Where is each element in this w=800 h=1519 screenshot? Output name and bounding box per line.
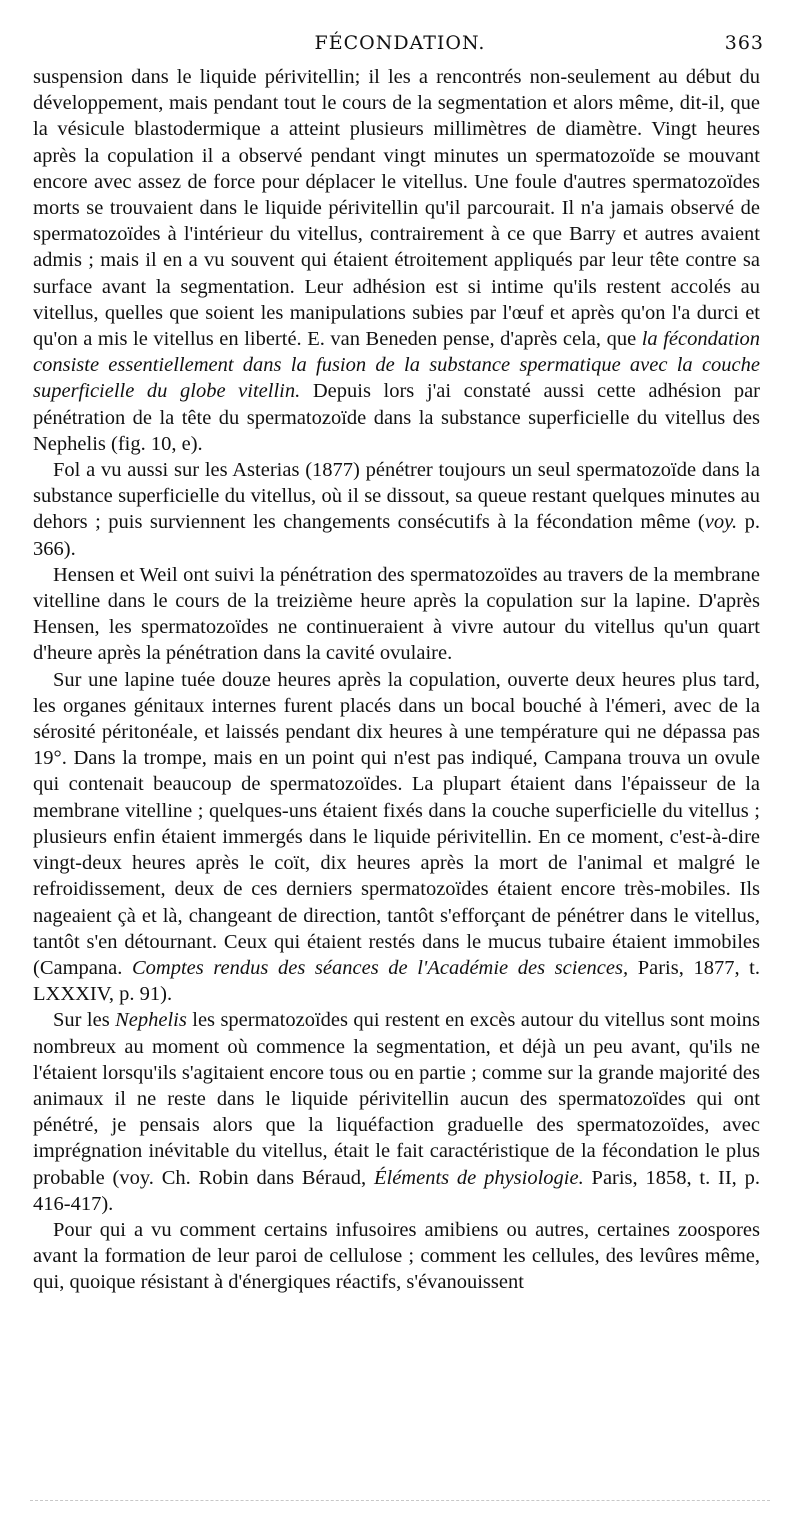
page-body bbox=[33, 64, 760, 1296]
paragraph-4 bbox=[33, 667, 760, 1008]
paragraph-2-text: Fol a vu aussi sur les Asterias (1877) pénétrer toujours un seul spermatozoïde dans la substance superficielle du vitellus, où il se dissout, sa queue restant quelques minutes au dehors ; puis surviennent les changements consécutifs à la fécondation même ( bbox=[33, 459, 760, 534]
paragraph-6 bbox=[33, 1217, 760, 1296]
paragraph-2-text-end: p. 366). bbox=[33, 511, 760, 560]
running-header bbox=[32, 32, 768, 60]
paragraph-6-text: Pour qui a vu comment certains infusoires amibiens ou autres, certaines zoospores avant la formation de leur paroi de cellulose ; comment les cellules, des levûres même, qui, quoique résistant à d'énergiques réactifs, s'évanouissent bbox=[33, 1218, 760, 1294]
page-bottom-rule bbox=[30, 1494, 770, 1501]
page-number: 363 bbox=[724, 32, 764, 54]
paragraph-1-text-end: Depuis lors j'ai constaté aussi cette adhésion par pénétration de la tête du spermatozoïde dans la substance superficielle du vitellus des Nephelis (fig. 10, e). bbox=[33, 380, 760, 455]
paragraph-5-emphasis-2: Éléments de physiologie. bbox=[373, 1166, 584, 1189]
paragraph-5-emphasis: Nephelis bbox=[115, 1009, 187, 1032]
paragraph-1 bbox=[33, 64, 760, 457]
paragraph-1-emphasis: la fécondation consiste essentiellement dans la fusion de la substance spermatique avec la couche superficielle du globe vitellin. bbox=[33, 328, 761, 403]
paragraph-5-text-end: Paris, 1858, t. II, p. 416-417). bbox=[33, 1166, 760, 1215]
paragraph-5 bbox=[33, 1007, 760, 1217]
paragraph-1-text: suspension dans le liquide périvitellin; il les a rencontrés non-seulement au début du développement, mais pendant tout le cours de la segmentation et alors même, dit-il, que la vésicule blastodermique a atteint plusieurs millimètres de diamètre. Vingt heures après la copulation il a observé pendant vingt minutes un spermatozoïde se mouvant encore avec assez de force pour déplacer le vitellus. Une foule d'autres spermatozoïdes morts se trouvaient dans le liquide périvitellin qu'il parcourait. Il n'a jamais observé de spermatozoïdes à l'intérieur du vitellus, contrairement à ce que Barry et autres avaient admis ; mais il en a vu souvent qui étaient étroitement appliqués par leur tête contre sa surface avant la segmentation. Leur adhésion est si intime qu'ils restent accolés au vitellus, quelles que soient les manipulations subies par l'œuf et après qu'on l'a durci et qu'on a mis le vitellus en liberté. E. van Beneden pense, d'après cela, que bbox=[33, 66, 760, 351]
paragraph-3-text: Hensen et Weil ont suivi la pénétration des spermatozoïdes au travers de la membrane vitelline dans le cours de la treizième heure après la copulation sur la lapine. D'après Hensen, les spermatozoïdes ne continueraient à vivre autour du vitellus qu'un quart d'heure après la pénétration dans la cavité ovulaire. bbox=[33, 563, 760, 665]
paragraph-3 bbox=[33, 562, 760, 667]
paragraph-5-text-mid: les spermatozoïdes qui restent en excès autour du vitellus sont moins nombreux au moment où commence la segmentation, et déjà un peu avant, qu'ils ne l'étaient lorsqu'ils s'agitaient encore tous ou en partie ; comme sur la grande majorité des animaux il ne reste dans le liquide périvitellin aucun des spermatozoïdes qui ont pénétré, je pensais alors que la liquéfaction graduelle des spermatozoïdes, avec imprégnation inévitable du vitellus, était le fait caractéristique de la fécondation le plus probable (voy. Ch. Robin dans Béraud, bbox=[33, 1009, 760, 1189]
paragraph-5-text: Sur les bbox=[53, 1009, 116, 1032]
paragraph-4-emphasis: Comptes rendus des séances de l'Académie des sciences, bbox=[131, 956, 629, 979]
running-title: FÉCONDATION. bbox=[314, 32, 486, 54]
paragraph-4-text: Sur une lapine tuée douze heures après la copulation, ouverte deux heures plus tard, les organes génitaux internes furent placés dans un bocal bouché à l'émeri, avec de la sérosité péritonéale, et laissés pendant dix heures à une température qui ne dépassa pas 19°. Dans la trompe, mais en un point qui n'est pas indiqué, Campana trouva un ovule qui contenait beaucoup de spermatozoïdes. La plupart étaient dans l'épaisseur de la membrane vitelline ; quelques-uns étaient fixés dans la couche superficielle du vitellus ; plusieurs enfin étaient immergés dans le liquide périvitellin. En ce moment, c'est-à-dire vingt-deux heures après le coït, dix heures après la mort de l'animal et malgré le refroidissement, deux de ces derniers spermatozoïdes étaient encore très-mobiles. Ils nageaient çà et là, changeant de direction, tantôt s'efforçant de pénétrer dans le vitellus, tantôt s'en détournant. Ceux qui étaient restés dans le mucus tubaire étaient immobiles (Campana. bbox=[33, 668, 760, 979]
paragraph-2-emphasis: voy. bbox=[704, 511, 738, 534]
paragraph-2 bbox=[33, 457, 760, 562]
paragraph-4-text-end: Paris, 1877, t. LXXXIV, p. 91). bbox=[33, 956, 760, 1006]
